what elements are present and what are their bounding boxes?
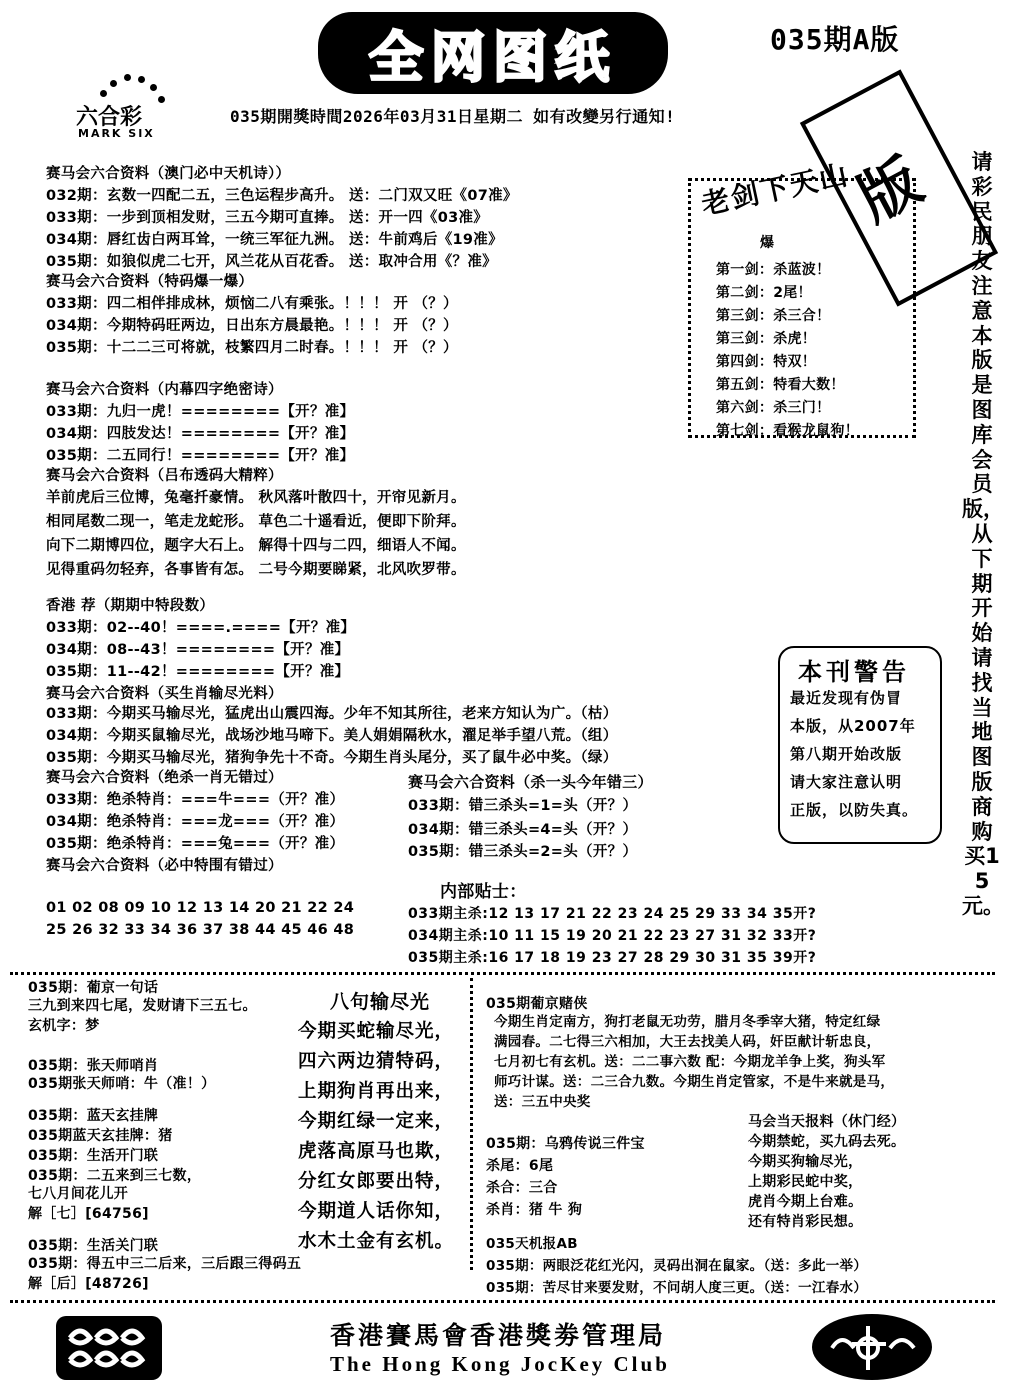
bottom-right-line: 上期彩民蛇中奖， [748,1174,863,1190]
section-line: 034期：今期特码旺两边，日出东方晨最艳。！！！ 开 （？） [46,318,458,334]
section-line: 羊前虎后三位博，兔毫扦豪情。 秋风落叶散四十，开帘见新月。 [46,490,466,506]
poem-line: 四六两边猜特码， [298,1051,455,1072]
poem-line: 上期狗肖再出来， [298,1081,455,1102]
bottom-left-line: 七八月间花儿开 [28,1186,129,1202]
bottom-right-line: 师巧计谋。送：二三合九数。今期生肖定管家，不是牛来就是马， [494,1074,895,1090]
bottom-right-line: 满园春。二七得三六相加，大王去找美人码，奸臣献计斩忠良， [494,1034,881,1050]
section-line: 01 02 08 09 10 12 13 14 20 21 22 24 [46,900,355,916]
section-line: 033期：一步到顶相发财，三五今期可直捧。 送：开一四《03准》 [46,210,489,226]
bottom-right-line: 今期买狗输尽光， [748,1154,863,1170]
section-line: 035期：如狼似虎二七开，风兰花从百花香。 送：取冲合用《？准》 [46,254,497,270]
sword-item: 第四剑：特双！ [716,354,817,370]
warning-line: 第八期开始改版 [790,745,903,763]
poem-line: 今期红绿一定来， [298,1111,455,1132]
section-line: 033期：02--40！====.====【开？准】 [46,620,356,636]
kill-head-line: 034期：错三杀头=4=头（开？） [408,822,638,838]
bottom-left-line: 三九到来四七尾，发财请下三五七。 [28,998,257,1014]
inside-tip-line: 035期主杀:16 17 18 19 23 27 28 29 30 31 35 39开? [408,950,817,966]
section-line: 035期：十二二三可将就，枝繁四月二时春。！！！ 开 （？） [46,340,458,356]
bottom-right-line: 还有特肖彩民想。 [748,1214,863,1230]
kill-head-line: 035期：错三杀头=2=头（开？） [408,844,638,860]
kill-head-title: 赛马会六合资料（杀一头今年错三） [408,773,653,791]
bottom-right-line: 今期禁蛇，买九码去死。 [748,1134,906,1150]
poem-line: 水木土金有玄机。 [298,1231,455,1252]
warning-line: 最近发现有伪冒 [790,689,903,707]
inside-tips-title: 内部贴士： [440,882,527,902]
bottom-right-line: 035天机报AB [486,1236,578,1252]
divider-top [10,972,995,975]
section-line: 033期：今期买马输尽光，猛虎出山震四海。少年不知其所往，老来方知认为广。（枯） [46,706,618,722]
section-line: 034期：今期买鼠输尽光，战场沙地马啼下。美人娟娟隔秋水，濯足举手望八荒。（组） [46,728,618,744]
kill-head-line: 033期：错三杀头=1=头（开？） [408,798,638,814]
sword-mark: 爆 [760,235,774,251]
warning-line: 正版，以防失真。 [790,801,919,819]
poem-line: 分红女郎要出特， [298,1171,455,1192]
bottom-left-line: 解［七］[64756] [28,1206,149,1222]
bottom-left-line: 玄机字：梦 [28,1018,100,1034]
section-line: 25 26 32 33 34 36 37 38 44 45 46 48 [46,922,355,938]
bottom-left-line: 035期：葡京一句话 [28,980,159,996]
banner-title: 全网图纸 [369,24,617,89]
inside-tip-line: 033期主杀:12 13 17 21 22 23 24 25 29 33 34 35开? [408,906,817,922]
section-line: 赛马会六合资料（绝杀一肖无错过） [46,770,283,786]
bottom-right-line: 035期：乌鸦传说三件宝 [486,1136,645,1152]
section-line: 034期：四肢发达！========【开？准】 [46,426,355,442]
divider-bottom [10,1300,995,1303]
section-line: 034期：08--43！========【开？准】 [46,642,350,658]
warning-title: 本刊警告 [798,657,910,686]
bottom-left-line: 035期：生活关门联 [28,1238,159,1254]
section-line: 034期：唇红齿白两耳耸，一统三军征九洲。 送：牛前鸡后《19准》 [46,232,503,248]
bottom-right-line: 杀肖：猪 牛 狗 [486,1202,583,1218]
bottom-left-line: 035期：蓝天玄挂牌 [28,1108,159,1124]
poem-title: 八句输尽光 [330,991,431,1013]
bottom-left-line: 035期：张天师哨肖 [28,1058,159,1074]
bottom-right-line: 今期生肖定南方，狗打老鼠无功劳，腊月冬季宰大猪，特定红绿 [494,1014,881,1030]
section-line: 033期：绝杀特肖：===牛===（开？准） [46,792,345,808]
bottom-right-line: 035期：两眼泛花红光闪，灵码出洞在鼠家。（送：多此一举） [486,1258,868,1274]
section-line: 赛马会六合资料（吕布透码大精粹） [46,468,283,484]
warning-line: 请大家注意认明 [790,773,903,791]
section-line: 035期：绝杀特肖：===兔===（开？准） [46,836,345,852]
section-line: 赛马会六合资料（澳门必中天机诗）） [46,166,291,182]
section-line: 赛马会六合资料（内幕四字绝密诗） [46,382,283,398]
bottom-right-line: 七月初七有玄机。送：二二事六数 配：今期龙羊争上奖，狗头军 [494,1054,886,1070]
right-emblem [812,1314,932,1380]
stamp-text: 版 [847,145,934,236]
edition-label: 035期A版 [770,23,900,56]
sword-item: 第一剑：杀蓝波！ [716,262,831,278]
sword-item: 第七剑：看猴龙鼠狗！ [716,423,859,439]
inside-tip-line: 034期主杀:10 11 15 19 20 21 22 23 27 31 32 33开? [408,928,817,944]
poem-line: 今期道人话你知， [298,1201,455,1222]
bottom-left-line: 035期：二五来到三七数， [28,1168,202,1184]
sword-title: 老剑下天山 [698,157,853,222]
bottom-right-line: 虎肖今期上台难。 [748,1194,863,1210]
bottom-right-line: 杀尾：6尾 [486,1158,554,1174]
section-line: 033期：九归一虎！========【开？准】 [46,404,355,420]
sword-item: 第五剑：特看大数！ [716,377,845,393]
sword-item: 第六剑：杀三门！ [716,400,831,416]
bottom-left-line: 035期：得五中三二后来，三后跟三得码五 [28,1256,302,1272]
club-name-en: The Hong Kong JocKey Club [330,1352,670,1376]
section-line: 向下二期博四位，题字大石上。 解得十四与二四，细语人不闻。 [46,538,466,554]
sword-item: 第三剑：杀虎！ [716,331,817,347]
mark-six-logo-sub: MARK SIX [78,127,155,140]
bottom-right-line: 送：三五中央奖 [494,1094,591,1110]
draw-notice: 035期開獎時間2026年03月31日星期二 如有改變另行通知! [230,107,676,126]
bottom-left-line: 解［后］[48726] [28,1276,149,1292]
section-line: 香港 荐（期期中特段数） [46,598,215,614]
section-line: 见得重码勿轻弃，各事皆有怎。 二号今期要睇紧，北风吹罗带。 [46,562,466,578]
section-line: 相同尾数二现一，笔走龙蛇形。 草色二十遥看近，便即下阶拜。 [46,514,466,530]
warning-line: 本版，从2007年 [790,717,916,735]
emblem-icon [56,1316,162,1380]
bottom-left-line: 035期：生活开门联 [28,1148,159,1164]
left-emblem [56,1316,162,1380]
poem-line: 虎落高原马也欺， [298,1141,455,1162]
poem-line: 今期买蛇输尽光， [298,1021,455,1042]
club-name-cn: 香港賽馬會香港獎劵管理局 [330,1321,667,1350]
section-line: 032期：玄数一四配二五，三色运程步高升。 送：二门双又旺《07准》 [46,188,518,204]
bottom-left-line: 035期蓝天玄挂牌：猪 [28,1128,173,1144]
section-line: 035期：二五同行！========【开？准】 [46,448,355,464]
bottom-right-line: 杀合：三合 [486,1180,558,1196]
section-line: 034期：绝杀特肖：===龙===（开？准） [46,814,345,830]
section-line: 赛马会六合资料（特码爆一爆） [46,274,254,290]
sword-item: 第三剑：杀三合！ [716,308,831,324]
section-line: 033期：四二相伴排成林，烦恼二八有乘张。！！！ 开 （？） [46,296,458,312]
vertical-notice: 请彩民朋友注意本版是图库会员版，从下期开始请找当地图版商购买15元。 [962,150,1004,918]
section-line: 赛马会六合资料（买生肖输尽光料） [46,686,283,702]
bottom-right-line: 马会当天报料（休门经） [748,1114,906,1130]
bottom-right-line: 035期：苦尽甘来要发财，不问胡人度三更。（送：一江春水） [486,1280,868,1296]
section-line: 035期：11--42！========【开？准】 [46,664,350,680]
bottom-left-line: 035期张天师哨：牛（准！） [28,1076,216,1092]
sword-item: 第二剑：2尾！ [716,285,812,301]
section-line: 035期：今期买马输尽光，猪狗争先十不奇。今期生肖头尾分，买了鼠牛必中奖。（绿） [46,750,618,766]
section-line: 赛马会六合资料（必中特围有错过） [46,858,283,874]
jockey-club-seal-icon [812,1314,932,1380]
title-banner [318,12,668,94]
divider-mid [470,978,473,1270]
bottom-right-line: 035期葡京赌侠 [486,996,588,1012]
mark-six-logo: 六合彩 [76,104,143,129]
